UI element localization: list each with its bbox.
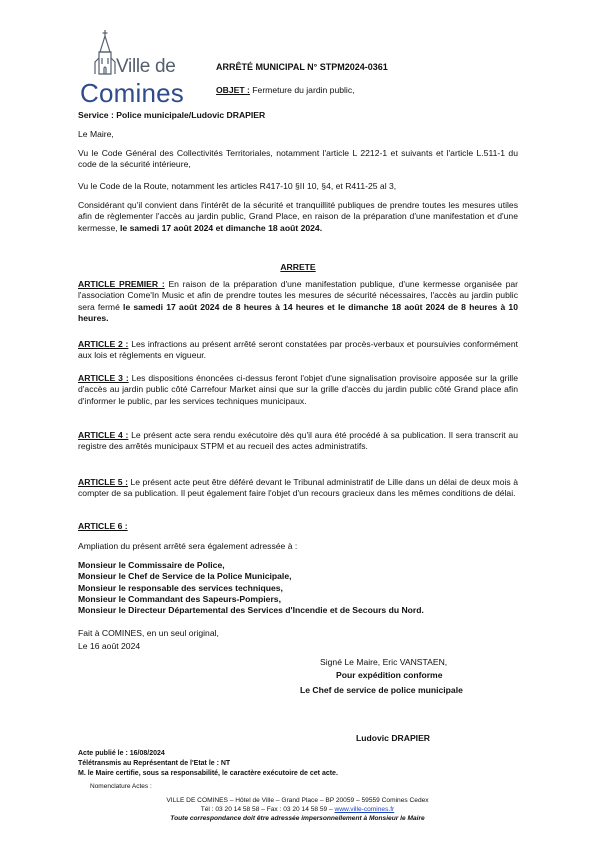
- teletransmis: Télétransmis au Représentant de l'Etat le : NT: [78, 760, 231, 767]
- objet-label: OBJET :: [216, 85, 250, 95]
- fait-a: Fait à COMINES, en un seul original,: [78, 628, 219, 638]
- certification: M. le Maire certifie, sous sa responsabilité, le caractère exécutoire de cet acte.: [78, 770, 338, 777]
- article-3-text: Les dispositions énoncées ci-dessus feront l'objet d'une signalisation provisoire apposée sur la grille d'accès au jardin public côté Carrefour Market ainsi que sur la grille d'accès du jardin public côté Grand place afin d'informer le public, par les services techniques municipaux.: [78, 373, 518, 406]
- article-5-label: ARTICLE 5 :: [78, 477, 128, 487]
- article-6-label: ARTICLE 6 :: [78, 521, 128, 531]
- recipient-item: Monsieur le Directeur Départemental des Services d'Incendie et de Secours du Nord.: [78, 605, 424, 616]
- expedition-conforme: Pour expédition conforme: [336, 670, 443, 680]
- website-link[interactable]: www.ville-comines.fr: [334, 806, 395, 813]
- objet-text: Fermeture du jardin public,: [249, 85, 355, 95]
- article-5-text: Le présent acte peut être déféré devant le Tribunal administratif de Lille dans un délai de deux mois à compter de sa publication. Il peut également faire l'objet d'un recours gracieux dans les mêmes conditions de délai.: [78, 477, 519, 499]
- considerant: [78, 200, 518, 234]
- article-2: [78, 339, 518, 362]
- signature-maire: Signé Le Maire, Eric VANSTAEN,: [320, 657, 448, 667]
- le-maire: Le Maire,: [78, 129, 114, 139]
- article-5: [78, 477, 518, 500]
- footer-address: VILLE DE COMINES – Hôtel de Ville – Grand Place – BP 20059 – 59559 Comines Cedex: [166, 797, 429, 804]
- vu-cgct: Vu le Code Général des Collectivités Territoriales, notamment l'article L 2212-1 et suivants et l'article L.511-1 du code de la sécurité intérieure,: [78, 148, 518, 170]
- article-3: [78, 373, 518, 407]
- arrete-heading: ARRETE: [280, 262, 316, 272]
- article-1-dates: le samedi 17 août 2024 de 8 heures à 14 heures et le dimanche 18 août 2024 de 8 heures à 10 heures.: [78, 301, 518, 323]
- closing-date: Le 16 août 2024: [78, 641, 141, 651]
- article-2-label: ARTICLE 2 :: [78, 339, 129, 349]
- footer-note: Toute correspondance doit être adressée impersonnellement à Monsieur le Maire: [170, 815, 425, 822]
- footer-contact: [0, 805, 595, 814]
- signatory-name: Ludovic DRAPIER: [356, 733, 431, 743]
- acte-publie: Acte publié le : 16/08/2024: [78, 750, 165, 757]
- recipient-item: Monsieur le Commandant des Sapeurs-Pompiers,: [78, 593, 281, 604]
- article-1-text: En raison de la préparation d'une manifestation publique, d'une kermesse organisée par l'association Come'In Music et afin de prendre toutes les mesures de sécurité nécessaires, l'accès au jardin public sera fermé: [78, 279, 518, 312]
- nomenclature: Nomenclature Actes :: [90, 783, 152, 790]
- recipient-item: Monsieur le responsable des services techniques,: [78, 582, 283, 593]
- footer: [0, 796, 595, 823]
- article-4: [78, 430, 518, 453]
- recipients-list: [78, 560, 424, 616]
- article-1: [78, 279, 518, 324]
- publication-block: [78, 749, 338, 779]
- article-3-label: ARTICLE 3 :: [78, 373, 129, 383]
- considerant-text: Considérant qu'il convient dans l'intérêt de la sécurité et tranquillité publiques de prendre toutes les mesures utiles afin de règlementer l'accès au jardin public, Grand Place, en raison de la préparation d'une manifestation et d'une kermesse,: [78, 200, 518, 233]
- document-title: ARRÊTÉ MUNICIPAL N° STPM2024-0361: [216, 62, 388, 72]
- considerant-dates: le samedi 17 août 2024 et dimanche 18 août 2024.: [117, 222, 323, 233]
- article-6-text: Ampliation du présent arrêté sera également adressée à :: [78, 541, 298, 551]
- article-2-text: Les infractions au présent arrêté seront constatées par procès-verbaux et poursuivies conformément aux lois et règlements en vigueur.: [78, 339, 518, 361]
- logo-text-ville: Ville de: [116, 56, 176, 77]
- service-line: Service : Police municipale/Ludovic DRAPIER: [78, 110, 266, 120]
- recipient-item: Monsieur le Commissaire de Police,: [78, 560, 225, 570]
- city-logo: [78, 28, 193, 106]
- objet-line: [216, 85, 355, 96]
- footer-tel: Tél : 03 20 14 58 58 – Fax : 03 20 14 58 59 –: [200, 806, 335, 813]
- article-4-label: ARTICLE 4 :: [78, 430, 129, 440]
- vu-code-route: Vu le Code de la Route, notamment les articles R417-10 §II 10, §4, et R411-25 al 3,: [78, 181, 397, 191]
- article-1-label: ARTICLE PREMIER :: [78, 279, 165, 289]
- chef-service: Le Chef de service de police municipale: [300, 685, 463, 695]
- article-6: [78, 521, 128, 532]
- logo-text-comines: Comines: [80, 78, 184, 108]
- article-4-text: Le présent acte sera rendu exécutoire dès qu'il aura été procédé à sa publication. Il sera transcrit au registre des arrêtés municipaux STPM et au recueil des actes administratifs.: [78, 430, 518, 452]
- recipient-item: Monsieur le Chef de Service de la Police Municipale,: [78, 571, 292, 582]
